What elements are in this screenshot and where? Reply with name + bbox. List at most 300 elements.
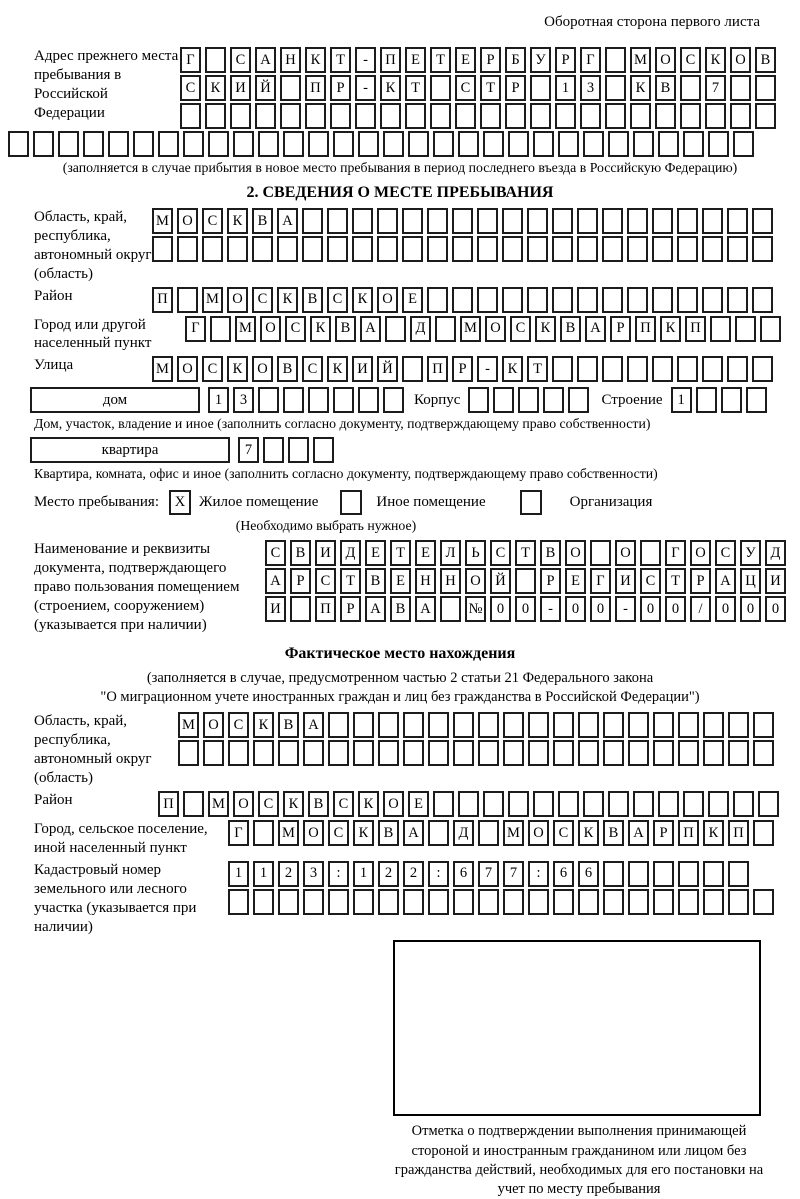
- char-box: [728, 861, 749, 887]
- char-box: [530, 75, 551, 101]
- char-box: [493, 387, 514, 413]
- char-box: [177, 287, 198, 313]
- char-box: [627, 208, 648, 234]
- char-box: [253, 889, 274, 915]
- char-box: /: [690, 596, 711, 622]
- char-box: [528, 889, 549, 915]
- char-box: Г: [580, 47, 601, 73]
- char-box: В: [252, 208, 273, 234]
- char-box: 7: [478, 861, 499, 887]
- char-box: Л: [440, 540, 461, 566]
- char-box: Р: [505, 75, 526, 101]
- prev-address-label: Адрес прежнего места пребывания в Российской Федерации: [34, 48, 179, 121]
- char-box: [552, 356, 573, 382]
- char-box: [33, 131, 54, 157]
- char-box: К: [705, 47, 726, 73]
- apartment-row: [30, 437, 792, 463]
- char-box: Й: [255, 75, 276, 101]
- char-box: [608, 131, 629, 157]
- char-box: [502, 236, 523, 262]
- char-box: [702, 208, 723, 234]
- char-box: Е: [390, 568, 411, 594]
- char-box: [552, 287, 573, 313]
- char-box: [278, 740, 299, 766]
- char-box: [677, 287, 698, 313]
- char-box: Д: [453, 820, 474, 846]
- char-box: [653, 889, 674, 915]
- char-box: [452, 208, 473, 234]
- char-box: [158, 131, 179, 157]
- char-box: О: [383, 791, 404, 817]
- char-box: 0: [565, 596, 586, 622]
- cadastral-row-1: [228, 861, 774, 887]
- char-box: -: [615, 596, 636, 622]
- char-box: В: [378, 820, 399, 846]
- char-box: [552, 208, 573, 234]
- char-box: [533, 791, 554, 817]
- apartment-caption: Квартира, комната, офис и иное (заполнить согласно документу, подтверждающему право собственности): [34, 466, 658, 482]
- city2-group: [8, 820, 792, 858]
- char-box: Ц: [740, 568, 761, 594]
- char-box: [152, 236, 173, 262]
- char-box: [502, 208, 523, 234]
- option-label-organization: Организация: [569, 494, 653, 511]
- char-box: О: [252, 356, 273, 382]
- char-box: [680, 103, 701, 129]
- char-box: [452, 287, 473, 313]
- char-box: [655, 103, 676, 129]
- char-box: Д: [765, 540, 786, 566]
- cadastral-group: [8, 861, 792, 937]
- char-box: А: [265, 568, 286, 594]
- char-box: [303, 740, 324, 766]
- char-box: 0: [715, 596, 736, 622]
- char-box: [502, 287, 523, 313]
- char-box: Е: [365, 540, 386, 566]
- char-box: О: [485, 316, 506, 342]
- char-box: -: [355, 75, 376, 101]
- char-box: [702, 287, 723, 313]
- char-box: 0: [590, 596, 611, 622]
- char-box: О: [615, 540, 636, 566]
- char-box: [733, 791, 754, 817]
- char-box: 0: [640, 596, 661, 622]
- char-box: [652, 236, 673, 262]
- char-box: [752, 208, 773, 234]
- char-box: Т: [340, 568, 361, 594]
- char-box: Т: [665, 568, 686, 594]
- char-box: О: [690, 540, 711, 566]
- char-box: 2: [378, 861, 399, 887]
- char-box: [515, 568, 536, 594]
- region-group: [8, 208, 792, 284]
- char-box: 1: [671, 387, 692, 413]
- char-box: [590, 540, 611, 566]
- char-box: [427, 287, 448, 313]
- char-box: Е: [455, 47, 476, 73]
- char-box: [677, 236, 698, 262]
- char-box: [543, 387, 564, 413]
- char-box: Р: [290, 568, 311, 594]
- char-box: О: [377, 287, 398, 313]
- char-box: [303, 889, 324, 915]
- char-box: Т: [405, 75, 426, 101]
- char-box: [353, 740, 374, 766]
- char-box: [678, 861, 699, 887]
- char-box: [760, 316, 781, 342]
- char-box: [633, 131, 654, 157]
- char-box: А: [277, 208, 298, 234]
- char-box: [483, 791, 504, 817]
- char-box: П: [427, 356, 448, 382]
- char-box: А: [365, 596, 386, 622]
- char-box: [508, 791, 529, 817]
- prev-address-row-4: [8, 131, 792, 157]
- char-box: С: [315, 568, 336, 594]
- char-box: [280, 75, 301, 101]
- char-box: В: [302, 287, 323, 313]
- char-box: О: [465, 568, 486, 594]
- char-box: С: [680, 47, 701, 73]
- char-box: [383, 131, 404, 157]
- char-box: -: [540, 596, 561, 622]
- char-box: [440, 596, 461, 622]
- char-box: Т: [390, 540, 411, 566]
- stay-type-row: [8, 490, 792, 515]
- char-box: 6: [453, 861, 474, 887]
- char-box: [727, 236, 748, 262]
- char-box: [480, 103, 501, 129]
- char-box: 1: [353, 861, 374, 887]
- char-box: Й: [377, 356, 398, 382]
- char-box: [727, 208, 748, 234]
- char-box: [333, 131, 354, 157]
- char-box: М: [503, 820, 524, 846]
- district2-group: [8, 791, 792, 817]
- char-box: [477, 287, 498, 313]
- char-box: С: [228, 712, 249, 738]
- char-box: Р: [340, 596, 361, 622]
- char-box: [330, 103, 351, 129]
- char-box: [205, 47, 226, 73]
- char-box: [428, 740, 449, 766]
- char-box: [358, 131, 379, 157]
- char-box: [683, 131, 704, 157]
- char-box: [605, 103, 626, 129]
- char-box: [227, 236, 248, 262]
- char-box: С: [258, 791, 279, 817]
- char-box: М: [202, 287, 223, 313]
- char-box: [658, 131, 679, 157]
- char-box: Т: [330, 47, 351, 73]
- document-row-2: [265, 568, 786, 594]
- char-box: П: [678, 820, 699, 846]
- char-box: [458, 131, 479, 157]
- char-box: [578, 889, 599, 915]
- char-box: О: [260, 316, 281, 342]
- char-box: [255, 103, 276, 129]
- document-label: Наименование и реквизиты документа, подтверждающего право пользования помещением (строением, сооружением) (указывается при наличии): [34, 541, 240, 633]
- char-box: [583, 131, 604, 157]
- page-note: Оборотная сторона первого листа: [544, 14, 760, 30]
- char-box: К: [277, 287, 298, 313]
- char-box: [313, 437, 334, 463]
- char-box: Н: [280, 47, 301, 73]
- char-box: [555, 103, 576, 129]
- char-box: С: [490, 540, 511, 566]
- region-row-1: [152, 208, 773, 234]
- char-box: 0: [740, 596, 761, 622]
- char-box: [478, 740, 499, 766]
- char-box: [628, 712, 649, 738]
- char-box: [428, 820, 449, 846]
- char-box: 1: [555, 75, 576, 101]
- char-box: В: [540, 540, 561, 566]
- char-box: [735, 316, 756, 342]
- city2-label: Город, сельское поселение, иной населенный пункт: [34, 821, 208, 856]
- char-box: [183, 791, 204, 817]
- char-box: [602, 287, 623, 313]
- char-box: Н: [415, 568, 436, 594]
- char-box: [721, 387, 742, 413]
- char-box: К: [283, 791, 304, 817]
- char-box: М: [278, 820, 299, 846]
- char-box: [746, 387, 767, 413]
- char-box: У: [740, 540, 761, 566]
- char-box: [327, 208, 348, 234]
- char-box: [180, 103, 201, 129]
- char-box: №: [465, 596, 486, 622]
- char-box: [580, 103, 601, 129]
- char-box: :: [528, 861, 549, 887]
- char-box: 1: [228, 861, 249, 887]
- char-box: Р: [610, 316, 631, 342]
- char-box: 2: [403, 861, 424, 887]
- char-box: П: [315, 596, 336, 622]
- stamp-note: Отметка о подтверждении выполнения принимающей стороной и иностранным гражданином или лицом без гражданства действий, необходимых для его постановки на учет по месту пребывания: [394, 1123, 764, 1197]
- char-box: И: [230, 75, 251, 101]
- char-box: [208, 131, 229, 157]
- char-box: [577, 236, 598, 262]
- char-box: В: [278, 712, 299, 738]
- char-box: О: [233, 791, 254, 817]
- char-box: [302, 236, 323, 262]
- city-row: [185, 316, 781, 342]
- char-box: [628, 889, 649, 915]
- char-box: [402, 208, 423, 234]
- char-box: В: [755, 47, 776, 73]
- char-box: [428, 889, 449, 915]
- char-box: -: [355, 47, 376, 73]
- char-box: 3: [580, 75, 601, 101]
- char-box: К: [353, 820, 374, 846]
- char-box: М: [208, 791, 229, 817]
- char-box: [518, 387, 539, 413]
- char-box: У: [530, 47, 551, 73]
- char-box: [288, 437, 309, 463]
- char-box: [203, 740, 224, 766]
- char-box: [678, 740, 699, 766]
- char-box: 7: [705, 75, 726, 101]
- char-box: П: [305, 75, 326, 101]
- char-box: [377, 236, 398, 262]
- char-box: Г: [590, 568, 611, 594]
- char-box: [553, 712, 574, 738]
- char-box: Е: [565, 568, 586, 594]
- char-box: В: [290, 540, 311, 566]
- char-box: [528, 712, 549, 738]
- char-box: [252, 236, 273, 262]
- char-box: [233, 131, 254, 157]
- char-box: П: [728, 820, 749, 846]
- char-box: [603, 889, 624, 915]
- char-box: Д: [340, 540, 361, 566]
- char-box: К: [535, 316, 556, 342]
- char-box: Ь: [465, 540, 486, 566]
- char-box: Е: [402, 287, 423, 313]
- char-box: [405, 103, 426, 129]
- char-box: [435, 316, 456, 342]
- char-box: Г: [185, 316, 206, 342]
- char-box: [652, 208, 673, 234]
- char-box: [605, 75, 626, 101]
- char-box: П: [380, 47, 401, 73]
- char-box: С: [455, 75, 476, 101]
- char-box: [752, 356, 773, 382]
- checkbox-organization: [520, 490, 542, 515]
- cadastral-row-2: [228, 889, 774, 915]
- street-group: [8, 356, 792, 382]
- char-box: Е: [415, 540, 436, 566]
- char-box: [640, 540, 661, 566]
- char-box: [283, 131, 304, 157]
- char-box: [503, 889, 524, 915]
- char-box: [758, 791, 779, 817]
- char-box: В: [308, 791, 329, 817]
- char-box: [258, 387, 279, 413]
- char-box: [703, 712, 724, 738]
- char-box: О: [303, 820, 324, 846]
- char-box: [327, 236, 348, 262]
- char-box: [452, 236, 473, 262]
- char-box: 7: [238, 437, 259, 463]
- char-box: [696, 387, 717, 413]
- char-box: [755, 75, 776, 101]
- region-row-2: [152, 236, 773, 262]
- char-box: Г: [228, 820, 249, 846]
- char-box: [290, 596, 311, 622]
- char-box: 2: [278, 861, 299, 887]
- char-box: [328, 889, 349, 915]
- char-box: [702, 356, 723, 382]
- char-box: [453, 712, 474, 738]
- char-box: [652, 356, 673, 382]
- char-box: [628, 861, 649, 887]
- char-box: [602, 236, 623, 262]
- char-box: [703, 861, 724, 887]
- char-box: С: [715, 540, 736, 566]
- char-box: О: [565, 540, 586, 566]
- char-box: Г: [180, 47, 201, 73]
- char-box: [553, 889, 574, 915]
- char-box: [658, 791, 679, 817]
- char-box: Р: [555, 47, 576, 73]
- char-box: [477, 236, 498, 262]
- char-box: [708, 791, 729, 817]
- char-box: [702, 236, 723, 262]
- char-box: А: [303, 712, 324, 738]
- char-box: [527, 236, 548, 262]
- char-box: К: [253, 712, 274, 738]
- char-box: :: [328, 861, 349, 887]
- char-box: [627, 356, 648, 382]
- korpus-boxes: [468, 387, 589, 413]
- char-box: [653, 740, 674, 766]
- char-box: О: [655, 47, 676, 73]
- char-box: [378, 889, 399, 915]
- char-box: С: [265, 540, 286, 566]
- char-box: В: [603, 820, 624, 846]
- char-box: [577, 208, 598, 234]
- city-group: [8, 316, 792, 354]
- char-box: [553, 740, 574, 766]
- char-box: С: [553, 820, 574, 846]
- char-box: С: [333, 791, 354, 817]
- char-box: :: [428, 861, 449, 887]
- char-box: О: [528, 820, 549, 846]
- char-box: [230, 103, 251, 129]
- char-box: [753, 889, 774, 915]
- char-box: О: [227, 287, 248, 313]
- char-box: [402, 236, 423, 262]
- char-box: [263, 437, 284, 463]
- char-box: [730, 103, 751, 129]
- char-box: [403, 889, 424, 915]
- char-box: И: [615, 568, 636, 594]
- char-box: К: [352, 287, 373, 313]
- char-box: П: [685, 316, 706, 342]
- region2-row-2: [178, 740, 774, 766]
- stamp-box: [393, 940, 761, 1116]
- char-box: [552, 236, 573, 262]
- prev-address-caption: (заполняется в случае прибытия в новое место пребывания в период последнего въезда в Российскую Федерацию): [62, 160, 738, 175]
- char-box: 1: [253, 861, 274, 887]
- char-box: [58, 131, 79, 157]
- region2-row-1: [178, 712, 774, 738]
- document-row-3: [265, 596, 786, 622]
- char-box: С: [230, 47, 251, 73]
- district-group: [8, 287, 792, 313]
- char-box: 3: [303, 861, 324, 887]
- char-box: Т: [480, 75, 501, 101]
- street-row: [152, 356, 773, 382]
- char-box: [652, 287, 673, 313]
- city-label: Город или другой населенный пункт: [34, 316, 152, 352]
- char-box: [133, 131, 154, 157]
- char-box: О: [177, 208, 198, 234]
- char-box: [508, 131, 529, 157]
- char-box: К: [630, 75, 651, 101]
- char-box: [705, 103, 726, 129]
- district2-label: Район: [34, 792, 73, 809]
- char-box: [228, 889, 249, 915]
- char-box: [483, 131, 504, 157]
- char-box: А: [585, 316, 606, 342]
- stay-type-caption: (Необходимо выбрать нужное): [235, 518, 417, 534]
- char-box: Е: [405, 47, 426, 73]
- char-box: [352, 208, 373, 234]
- char-box: Д: [410, 316, 431, 342]
